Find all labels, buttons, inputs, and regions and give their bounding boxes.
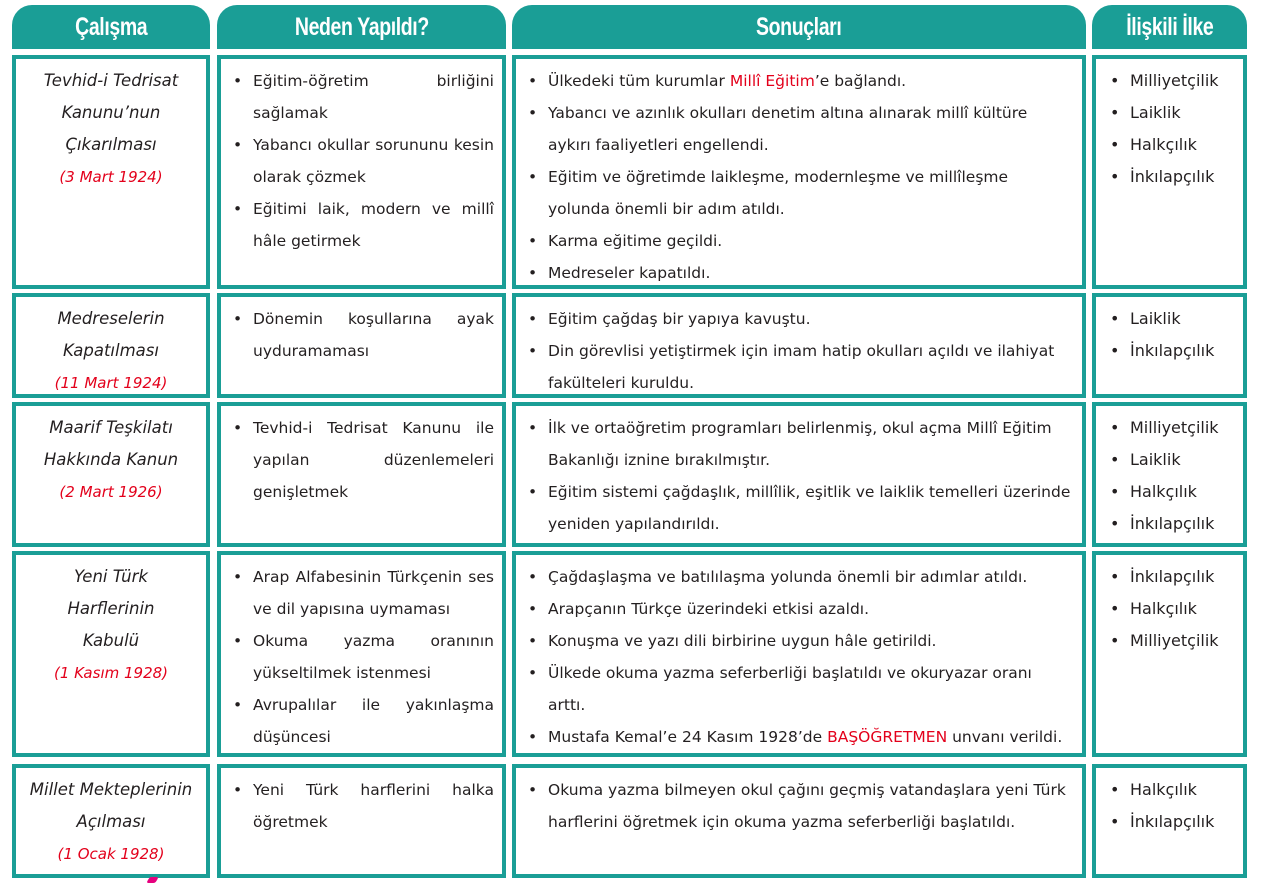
principles-cell	[1092, 551, 1247, 757]
highlighted-term: BAŞÖĞRETMEN	[827, 728, 948, 746]
result-item	[528, 65, 1074, 97]
reasons-list	[221, 768, 502, 838]
result-text: Din görevlisi yetiştirmek için imam hatip okulları açıldı ve ilahiyat fakülteleri kuruldu.	[548, 342, 1055, 392]
header-ilke-label: İlişkili İlke	[1125, 12, 1214, 41]
reform-title-line: Millet Mekteplerinin	[29, 780, 193, 799]
results-list	[516, 406, 1082, 540]
result-text: Çağdaşlaşma ve batılılaşma yolunda önemli bir adımlar atıldı.	[548, 568, 1028, 586]
reasons-cell	[217, 402, 506, 547]
principle-item: • Halkçılık	[1110, 476, 1235, 508]
result-text: Ülkedeki tüm kurumlar	[548, 72, 730, 90]
reasons-list	[221, 297, 502, 367]
result-text: Eğitim sistemi çağdaşlık, millîlik, eşitlik ve laiklik temelleri üzerinde yeniden yapılandırıldı.	[548, 483, 1071, 533]
principle-item: • Laiklik	[1110, 97, 1235, 129]
reasons-cell	[217, 293, 506, 398]
reason-item: • Tevhid-i Tedrisat Kanunu ile yapılan düzenlemeleri genişletmek	[233, 412, 494, 508]
principle-item: • İnkılapçılık	[1110, 561, 1235, 593]
header-neden-label: Neden Yapıldı?	[294, 12, 429, 41]
reform-date: (3 Mart 1924)	[59, 168, 163, 186]
results-cell	[512, 55, 1086, 289]
reform-date: (11 Mart 1924)	[54, 374, 168, 392]
reform-title-line: Maarif Teşkilatı	[49, 418, 173, 437]
results-cell	[512, 402, 1086, 547]
principles-cell	[1092, 764, 1247, 878]
reform-date: (1 Ocak 1928)	[57, 845, 165, 863]
reform-title-line: Kanunu’nun	[61, 103, 161, 122]
reform-title-cell	[12, 551, 210, 757]
principle-item: • Halkçılık	[1110, 593, 1235, 625]
result-text: Okuma yazma bilmeyen okul çağını geçmiş vatandaşlara yeni Türk harflerini öğretmek için okuma yazma seferberliği başlatıldı.	[548, 781, 1066, 831]
decorative-mark	[146, 877, 158, 883]
highlighted-term: Millî Eğitim	[729, 72, 815, 90]
results-list	[516, 555, 1082, 753]
principles-list	[1096, 555, 1243, 657]
result-item	[528, 476, 1074, 540]
results-list	[516, 768, 1082, 838]
results-list	[516, 297, 1082, 399]
reason-item: • Yeni Türk harflerini halka öğretmek	[233, 774, 494, 838]
reform-title-line: Harflerinin	[67, 599, 155, 618]
reform-title-line: Çıkarılması	[65, 135, 157, 154]
reform-title-line: Hakkında Kanun	[43, 450, 179, 469]
header-calisma	[12, 5, 210, 49]
principle-item: • Halkçılık	[1110, 129, 1235, 161]
result-item	[528, 412, 1074, 476]
reform-title-line: Kapatılması	[63, 341, 159, 360]
principle-item: • Laiklik	[1110, 444, 1235, 476]
result-text: unvanı verildi.	[947, 728, 1063, 746]
result-item	[528, 625, 1074, 657]
reason-item: • Okuma yazma oranının yükseltilmek istenmesi	[233, 625, 494, 689]
principle-item: • İnkılapçılık	[1110, 335, 1235, 367]
reasons-list	[221, 59, 502, 257]
reform-title-line: Tevhid-i Tedrisat	[43, 71, 179, 90]
result-item	[528, 721, 1074, 753]
header-sonuclari-label: Sonuçları	[756, 12, 842, 41]
reason-item: • Yabancı okullar sorununu kesin olarak çözmek	[233, 129, 494, 193]
reform-date: (2 Mart 1926)	[59, 483, 163, 501]
principle-item: • Milliyetçilik	[1110, 412, 1235, 444]
reason-item: • Eğitimi laik, modern ve millî hâle getirmek	[233, 193, 494, 257]
header-calisma-label: Çalışma	[74, 12, 148, 41]
result-text: Yabancı ve azınlık okulları denetim altına alınarak millî kültüre aykırı faaliyetleri engellendi.	[548, 104, 1028, 154]
principles-list	[1096, 406, 1243, 540]
results-cell	[512, 764, 1086, 878]
principles-list	[1096, 297, 1243, 367]
result-item	[528, 97, 1074, 161]
principles-cell	[1092, 293, 1247, 398]
result-text: Eğitim ve öğretimde laikleşme, modernleşme ve millîleşme yolunda önemli bir adım atıldı.	[548, 168, 1009, 218]
header-sonuclari	[512, 5, 1086, 49]
result-item	[528, 161, 1074, 225]
principles-cell	[1092, 55, 1247, 289]
reform-date: (1 Kasım 1928)	[53, 664, 169, 682]
reform-title-line: Kabulü	[82, 631, 140, 650]
result-item	[528, 225, 1074, 257]
principle-item: • İnkılapçılık	[1110, 806, 1235, 838]
reasons-list	[221, 406, 502, 508]
result-item	[528, 561, 1074, 593]
reasons-cell	[217, 764, 506, 878]
reasons-list	[221, 555, 502, 753]
reason-item: • Eğitim-öğretim birliğini sağlamak	[233, 65, 494, 129]
result-text: ’e bağlandı.	[814, 72, 907, 90]
principles-list	[1096, 59, 1243, 193]
result-item	[528, 657, 1074, 721]
result-text: Ülkede okuma yazma seferberliği başlatıldı ve okuryazar oranı arttı.	[548, 664, 1032, 714]
reasons-cell	[217, 55, 506, 289]
reform-title-cell	[12, 55, 210, 289]
reform-title-line: Medreselerin	[57, 309, 165, 328]
reform-title-cell	[12, 402, 210, 547]
result-item	[528, 335, 1074, 399]
result-text: Eğitim çağdaş bir yapıya kavuştu.	[548, 310, 811, 328]
principle-item: • Milliyetçilik	[1110, 65, 1235, 97]
principles-list	[1096, 768, 1243, 838]
principle-item: • Laiklik	[1110, 303, 1235, 335]
reason-item: • Dönemin koşullarına ayak uyduramaması	[233, 303, 494, 367]
results-cell	[512, 551, 1086, 757]
result-item	[528, 774, 1074, 838]
result-text: Medreseler kapatıldı.	[548, 264, 711, 282]
results-cell	[512, 293, 1086, 398]
reform-title-cell	[12, 764, 210, 878]
result-item	[528, 593, 1074, 625]
principles-cell	[1092, 402, 1247, 547]
result-text: Arapçanın Türkçe üzerindeki etkisi azaldı.	[548, 600, 870, 618]
reason-item: • Avrupalılar ile yakınlaşma düşüncesi	[233, 689, 494, 753]
result-item	[528, 257, 1074, 289]
reform-title-line: Yeni Türk	[74, 567, 148, 586]
result-text: İlk ve ortaöğretim programları belirlenmiş, okul açma Millî Eğitim Bakanlığı iznine bırakılmıştır.	[548, 419, 1052, 469]
reasons-cell	[217, 551, 506, 757]
result-text: Mustafa Kemal’e 24 Kasım 1928’de	[548, 728, 828, 746]
reform-title-line: Açılması	[76, 812, 146, 831]
results-list	[516, 59, 1082, 289]
principle-item: • Milliyetçilik	[1110, 625, 1235, 657]
header-iliskili-ilke	[1092, 5, 1247, 49]
reform-title-cell	[12, 293, 210, 398]
result-text: Konuşma ve yazı dili birbirine uygun hâle getirildi.	[548, 632, 937, 650]
reason-item: • Arap Alfabesinin Türkçenin ses ve dil yapısına uymaması	[233, 561, 494, 625]
principle-item: • İnkılapçılık	[1110, 161, 1235, 193]
header-neden-yapildi	[217, 5, 506, 49]
principle-item: • Halkçılık	[1110, 774, 1235, 806]
result-item	[528, 303, 1074, 335]
result-text: Karma eğitime geçildi.	[548, 232, 723, 250]
principle-item: • İnkılapçılık	[1110, 508, 1235, 540]
